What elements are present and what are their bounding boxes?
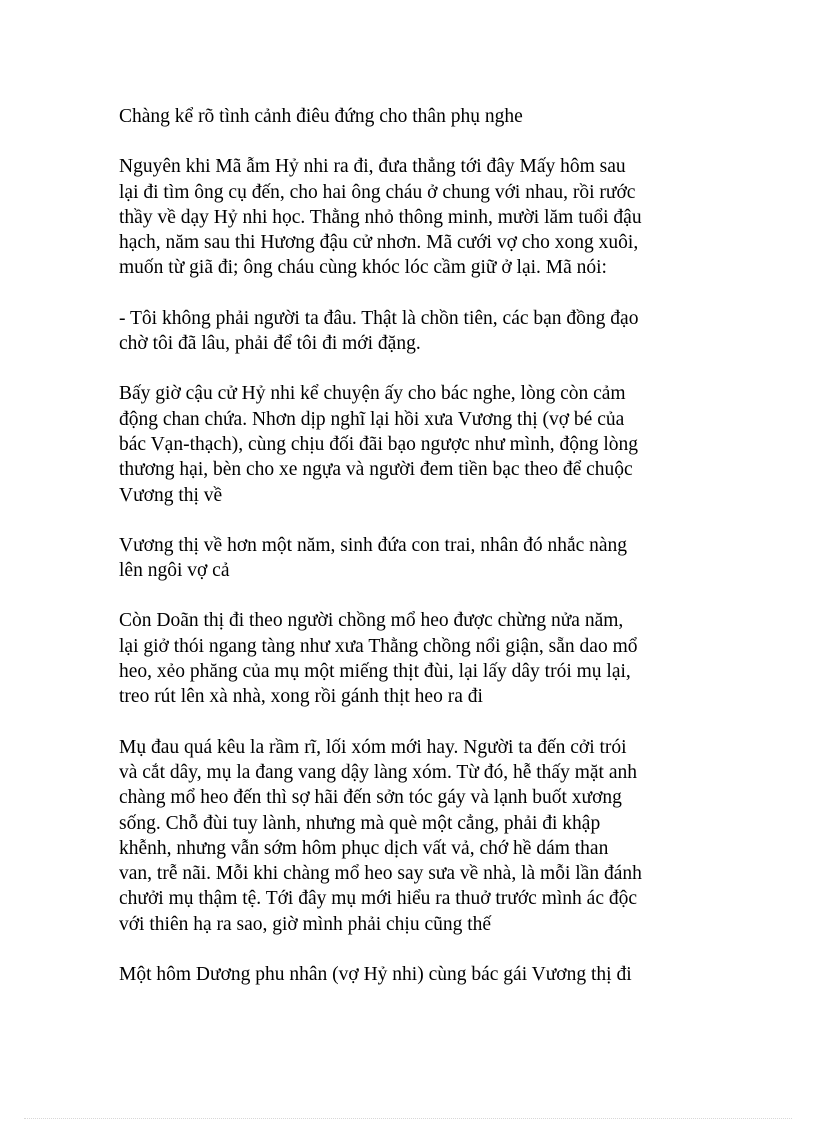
paragraph-7: Mụ đau quá kêu la rầm rĩ, lối xóm mới hay. Người ta đến cởi trói và cắt dây, mụ la đang vang dậy làng xóm. Từ đó, hễ thấy mặt anh chàng mổ heo đến thì sợ hãi đến sởn tóc gáy và lạnh buốt xương sống. Chỗ đùi tuy lành, nhưng mà què một cẳng, phải đi khập khễnh, nhưng vẫn sớm hôm phục dịch vất vả, chớ hề dám than van, trễ nãi. Mỗi khi chàng mổ heo say sưa về nhà, là mỗi lần đánh chưởi mụ thậm tệ. Tới đây mụ mới hiểu ra thuở trước mình ác độc với thiên hạ ra sao, giờ mình phải chịu cũng thế bbox=[119, 736, 642, 935]
document-body bbox=[119, 104, 699, 1012]
paragraph-6: Còn Doãn thị đi theo người chồng mổ heo được chừng nửa năm, lại giở thói ngang tàng như xưa Thằng chồng nổi giận, sẵn dao mổ heo, xẻo phăng của mụ một miếng thịt đùi, lại lấy dây trói mụ lại, treo rút lên xà nhà, xong rồi gánh thịt heo ra đi bbox=[119, 610, 638, 708]
page-bottom-divider bbox=[24, 1118, 792, 1119]
paragraph-1: Chàng kể rõ tình cảnh điêu đứng cho thân phụ nghe bbox=[119, 106, 523, 127]
paragraph-5: Vương thị về hơn một năm, sinh đứa con trai, nhân đó nhắc nàng lên ngôi vợ cả bbox=[119, 534, 628, 582]
paragraph-4: Bấy giờ cậu cử Hỷ nhi kể chuyện ấy cho bác nghe, lòng còn cảm động chan chứa. Nhơn dịp nghĩ lại hồi xưa Vương thị (vợ bé của bác Vạn-thạch), cùng chịu đối đãi bạo ngược như mình, động lòng thương hại, bèn cho xe ngựa và người đem tiền bạc theo để chuộc Vương thị về bbox=[119, 383, 639, 506]
paragraph-8: Một hôm Dương phu nhân (vợ Hỷ nhi) cùng bác gái Vương thị đi bbox=[119, 964, 632, 986]
paragraph-3: - Tôi không phải người ta đâu. Thật là chồn tiên, các bạn đồng đạo chờ tôi đã lâu, phải để tôi đi mới đặng. bbox=[119, 307, 639, 355]
paragraph-2: Nguyên khi Mã ẫm Hỷ nhi ra đi, đưa thẳng tới đây Mấy hôm sau lại đi tìm ông cụ đến, cho hai ông cháu ở chung với nhau, rồi rước thầy về dạy Hỷ nhi học. Thằng nhỏ thông minh, mười lăm tuổi đậu hạch, năm sau thi Hương đậu cử nhơn. Mã cưới vợ cho xong xuôi, muốn từ giã đi; ông cháu cùng khóc lóc cầm giữ ở lại. Mã nói: bbox=[119, 156, 642, 279]
